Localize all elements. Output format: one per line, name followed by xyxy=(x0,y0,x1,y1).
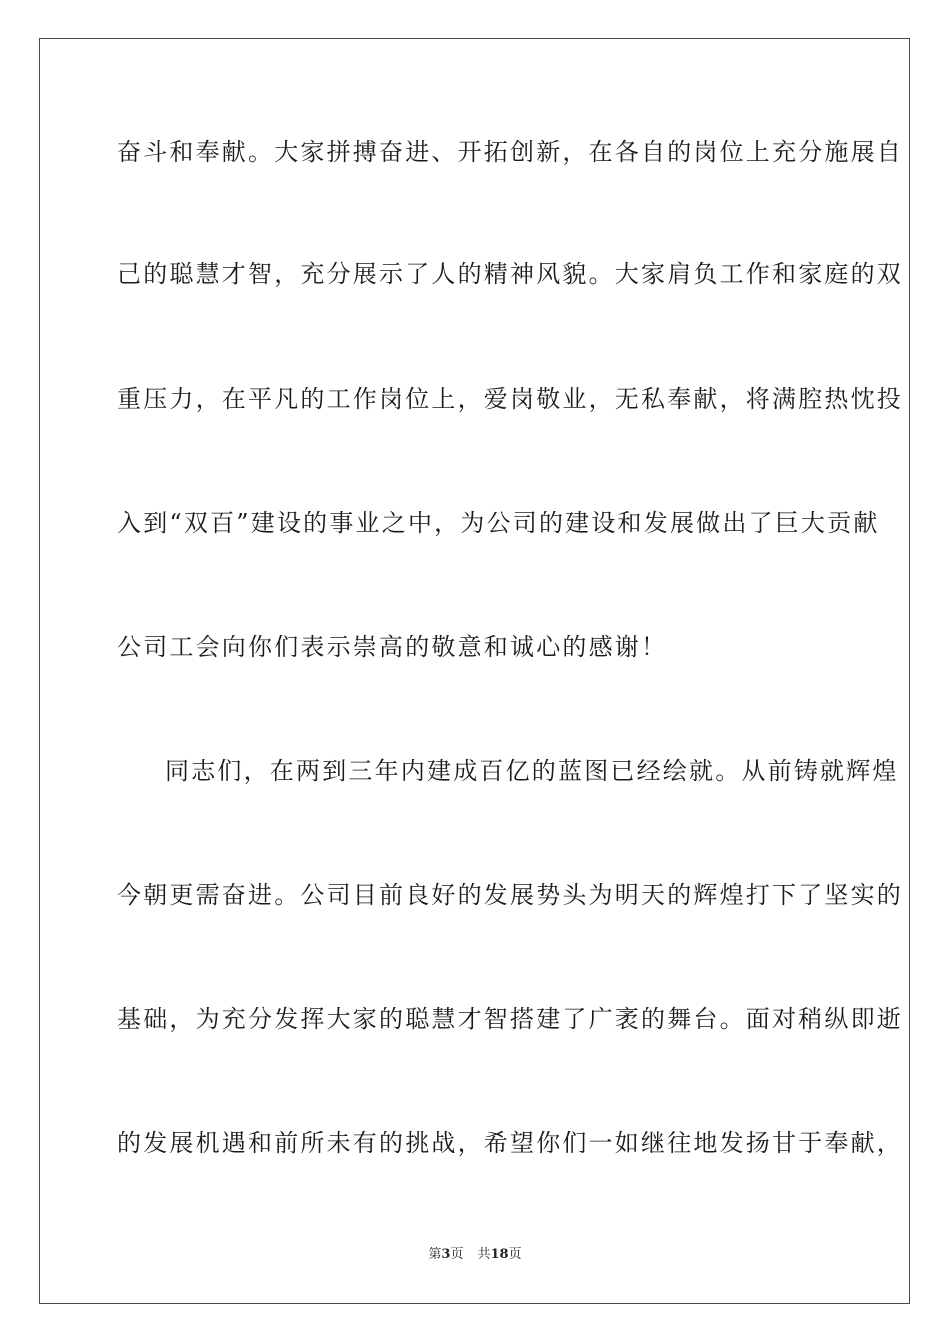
body-line-6-paragraph-start: 同志们，在两到三年内建成百亿的蓝图已经绘就。从前铸就辉煌 xyxy=(165,757,899,785)
footer-page-prefix: 第 xyxy=(428,1247,442,1262)
footer-total-prefix: 共 xyxy=(477,1247,491,1262)
body-line-3: 重压力，在平凡的工作岗位上，爱岗敬业，无私奉献，将满腔热忱投 xyxy=(117,385,903,413)
footer-page-suffix: 页 xyxy=(450,1247,464,1262)
footer-total-pages: 18 xyxy=(490,1247,509,1262)
body-line-9: 的发展机遇和前所未有的挑战，希望你们一如继往地发扬甘于奉献， xyxy=(117,1129,903,1157)
body-line-5: 公司工会向你们表示崇高的敬意和诚心的感谢！ xyxy=(117,633,668,661)
footer-page-number: 3 xyxy=(441,1247,451,1262)
footer-total-suffix: 页 xyxy=(508,1247,522,1262)
page-footer xyxy=(0,1246,950,1264)
body-line-8: 基础，为充分发挥大家的聪慧才智搭建了广袤的舞台。面对稍纵即逝 xyxy=(117,1005,903,1033)
body-line-4: 入到“双百”建设的事业之中，为公司的建设和发展做出了巨大贡献 xyxy=(117,509,880,537)
body-line-2: 己的聪慧才智，充分展示了人的精神风貌。大家肩负工作和家庭的双 xyxy=(117,260,903,288)
body-line-7: 今朝更需奋进。公司目前良好的发展势头为明天的辉煌打下了坚实的 xyxy=(117,881,903,909)
page-border xyxy=(39,38,910,1304)
body-line-1: 奋斗和奉献。大家拼搏奋进、开拓创新，在各自的岗位上充分施展自 xyxy=(117,138,903,166)
